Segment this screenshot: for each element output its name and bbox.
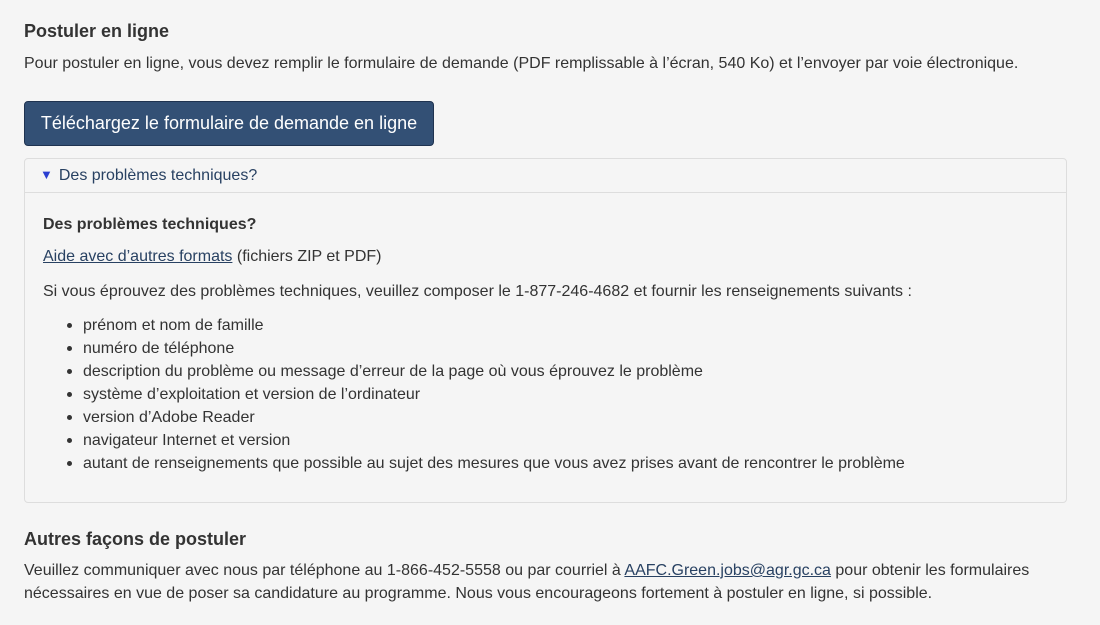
other-ways-text-before: Veuillez communiquer avec nous par téléphone au 1-866-452-5558 ou par courriel à (24, 562, 625, 579)
technical-problems-toggle[interactable] (25, 159, 1066, 193)
list-item: navigateur Internet et version (83, 429, 905, 452)
technical-problems-summary-label: Des problèmes techniques? (58, 167, 258, 184)
list-item: prénom et nom de famille (83, 314, 905, 337)
apply-online-intro: Pour postuler en ligne, vous devez remplir le formulaire de demande (PDF remplissable à l’écran, 540 Ko) et l’envoyer par voie électronique. (24, 55, 1019, 72)
technical-problems-intro: Si vous éprouvez des problèmes techniques, veuillez composer le 1-877-246-4682 et fournir les renseignements suivants : (43, 283, 912, 300)
triangle-down-icon: ▼ (40, 167, 53, 182)
other-ways-text (24, 559, 1064, 605)
list-item: description du problème ou message d’erreur de la page où vous éprouvez le problème (83, 360, 905, 383)
formats-help-link[interactable]: Aide avec d’autres formats (43, 248, 233, 265)
download-form-button[interactable]: Téléchargez le formulaire de demande en ligne (24, 101, 434, 146)
required-info-list (43, 314, 905, 475)
apply-online-title: Postuler en ligne (24, 21, 170, 41)
formats-help-line (43, 245, 381, 268)
list-item: système d’exploitation et version de l’ordinateur (83, 383, 905, 406)
list-item: numéro de téléphone (83, 337, 905, 360)
technical-problems-details (24, 158, 1067, 503)
list-item: version d’Adobe Reader (83, 406, 905, 429)
list-item: autant de renseignements que possible au sujet des mesures que vous avez prises avant de rencontrer le problème (83, 452, 905, 475)
email-link[interactable]: AAFC.Green.jobs@agr.gc.ca (624, 562, 831, 579)
other-ways-text-after: pour obtenir les formulaires nécessaires en vue de poser sa candidature au programme. Nous vous encourageons fortement à postuler en ligne, si possible. (24, 562, 1030, 602)
formats-help-suffix: (fichiers ZIP et PDF) (232, 248, 382, 265)
other-ways-title: Autres façons de postuler (24, 529, 247, 549)
technical-problems-heading: Des problèmes techniques? (43, 216, 257, 233)
